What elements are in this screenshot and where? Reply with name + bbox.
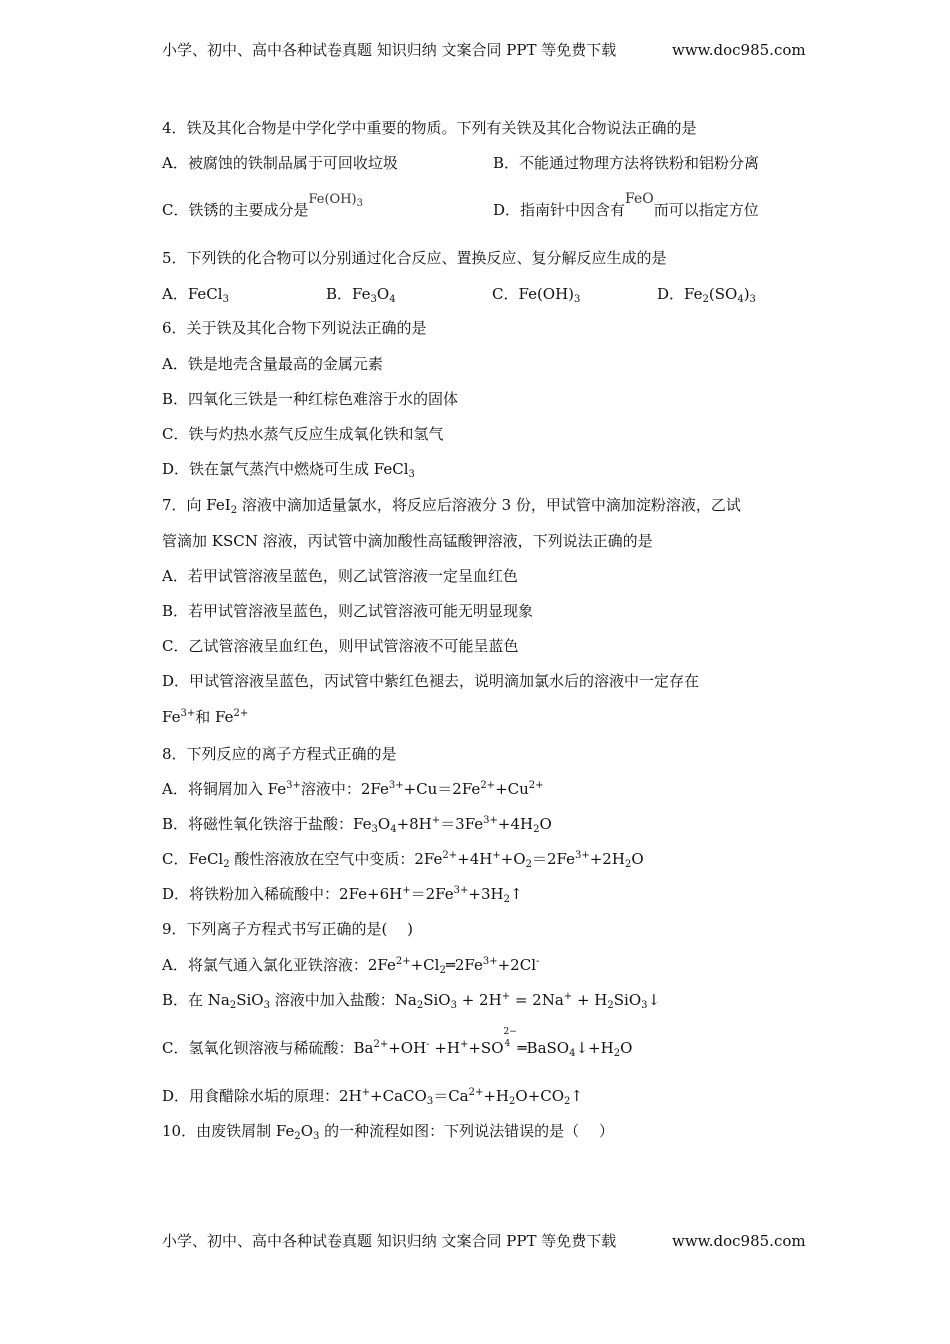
page-header-text: 小学、初中、高中各种试卷真题 知识归纳 文案合同 PPT 等免费下载 — [162, 41, 617, 59]
question-4-option-c: C．铁锈的主要成分是$Fe(OH)_3$ — [162, 192, 363, 219]
question-9-option-c: C．氢氧化钡溶液与稀硫酸：$Ba^{2+}+OH^- +H^++SO$ 2− 4 $═BaSO_4↓+H_2O$ — [162, 1027, 633, 1059]
question-7-stem-line1: 7．向 FeI$_2$ 溶液中滴加适量氯水，将反应后溶液分 3 份，甲试管中滴加淀粉溶液，乙试 — [162, 496, 741, 516]
question-8-option-c: C．FeCl$_2$ 酸性溶液放在空气中变质：$2Fe^{2+}+4H^++O_2=2Fe^{3+}+2H_2O$ — [162, 850, 644, 870]
question-5-stem: 5．下列铁的化合物可以分别通过化合反应、置换反应、复分解反应生成的是 — [162, 249, 667, 267]
question-7-option-c: C．乙试管溶液呈血红色，则甲试管溶液不可能呈蓝色 — [162, 637, 519, 655]
sulfate-charge: 2− 4 — [503, 1027, 517, 1049]
question-8-stem: 8．下列反应的离子方程式正确的是 — [162, 745, 397, 763]
question-6-option-c: C．铁与灼热水蒸气反应生成氧化铁和氢气 — [162, 425, 444, 443]
question-7-option-d-line2: $Fe^{3+}$和 $Fe^{2+}$ — [162, 708, 249, 726]
question-6-option-d: D．铁在氯气蒸汽中燃烧可生成 FeCl$_3$ — [162, 460, 415, 480]
question-9-option-d: D．用食醋除水垢的原理：$2H^++CaCO_3=Ca^{2+}+H_2O+CO_2↑$ — [162, 1087, 583, 1107]
question-9-option-a: A．将氯气通入氯化亚铁溶液：$2Fe^{2+}+Cl_2═2Fe^{3+}+2Cl^-$ — [162, 956, 540, 976]
question-8-option-d: D．将铁粉加入稀硫酸中：$2Fe+6H^+=2Fe^{3+}+3H_2↑$ — [162, 885, 523, 905]
question-8-option-b: B．将磁性氧化铁溶于盐酸：$Fe_3O_4+8H^+=3Fe^{3+}+4H_2O$ — [162, 815, 552, 835]
question-9-option-b: B．在 $Na_2SiO_3$ 溶液中加入盐酸：$Na_2SiO_3 + 2H^+ = 2Na^+$ + $H_2SiO_3↓$ — [162, 991, 661, 1011]
question-5-option-a: A．FeCl$_3$ — [162, 285, 229, 305]
question-4-option-b: B．不能通过物理方法将铁粉和铝粉分离 — [493, 154, 760, 172]
question-7-stem-line2: 管滴加 KSCN 溶液，丙试管中滴加酸性高锰酸钾溶液，下列说法正确的是 — [162, 532, 653, 550]
question-9-stem: 9．下列离子方程式书写正确的是( ) — [162, 920, 414, 938]
question-8-option-a: A．将铜屑加入 $Fe^{3+}$溶液中：$2Fe^{3+}+Cu=2Fe^{2+}+Cu^{2+}$ — [162, 780, 544, 798]
question-10-stem: 10．由废铁屑制 $Fe_2O_3$ 的一种流程如图：下列说法错误的是（ ） — [162, 1122, 614, 1142]
question-6-stem: 6．关于铁及其化合物下列说法正确的是 — [162, 319, 427, 337]
page-footer-text: 小学、初中、高中各种试卷真题 知识归纳 文案合同 PPT 等免费下载 — [162, 1232, 617, 1250]
question-5-option-c: C．$Fe(OH)_3$ — [492, 285, 581, 305]
formula-feo: FeO — [625, 191, 654, 207]
question-7-option-a: A．若甲试管溶液呈蓝色，则乙试管溶液一定呈血红色 — [162, 567, 518, 585]
page-footer-url[interactable]: www.doc985.com — [672, 1232, 806, 1250]
question-4-stem: 4．铁及其化合物是中学化学中重要的物质。下列有关铁及其化合物说法正确的是 — [162, 119, 697, 137]
formula-fe-oh-3: $Fe(OH)_3$ — [308, 192, 363, 209]
question-7-option-d-line1: D．甲试管溶液呈蓝色，丙试管中紫红色褪去，说明滴加氯水后的溶液中一定存在 — [162, 672, 700, 690]
page-header-url[interactable]: www.doc985.com — [672, 41, 806, 59]
question-6-option-a: A．铁是地壳含量最高的金属元素 — [162, 355, 383, 373]
question-6-option-b: B．四氧化三铁是一种红棕色难溶于水的固体 — [162, 390, 459, 408]
question-5-option-d: D．$Fe_2(SO_4)_3$ — [657, 285, 756, 305]
question-7-option-b: B．若甲试管溶液呈蓝色，则乙试管溶液可能无明显现象 — [162, 602, 534, 620]
question-4-option-d: D．指南针中因含有FeO而可以指定方位 — [493, 191, 759, 219]
question-4-option-a: A．被腐蚀的铁制品属于可回收垃圾 — [162, 154, 398, 172]
question-5-option-b: B．$Fe_3O_4$ — [326, 285, 396, 305]
